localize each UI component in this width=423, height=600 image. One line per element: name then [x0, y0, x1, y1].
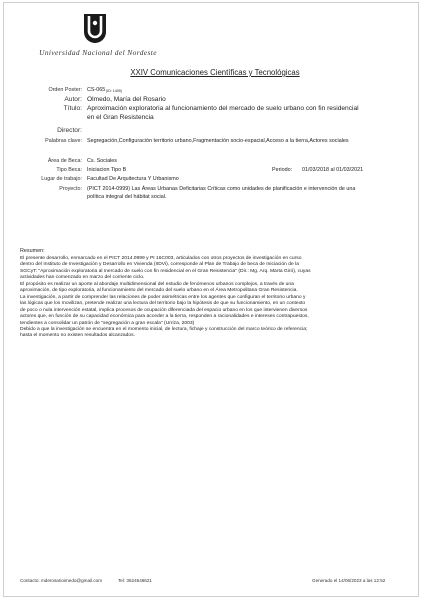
resumen-line: hasta el momento no existen resultados alcanzados.	[20, 333, 136, 339]
resumen-line: dentro del Instituto de Investigación y Desarrollo en Vivienda (IIDVi), corresponde al Plan de Trabajo de beca de Iniciación de la	[20, 262, 299, 268]
field-tipo-beca	[0, 167, 423, 175]
field-autor	[0, 96, 423, 105]
footer-contacto: Contacto: mderosarioimedo@gmail.com	[20, 578, 103, 583]
university-logo	[80, 12, 110, 46]
resumen-line: El presente desarrollo, enmarcado en el PICT 2014.0999 y PI 16C003, articulados con otros proyectos de investigación en curso	[20, 256, 302, 261]
university-name: Universidad Nacional del Nordeste	[39, 48, 157, 57]
resumen-line: las lógicas que los movilizan, pretende realizar una lectura del territorio bajo la hipótesis de que su funcionamiento, en un contexto	[20, 301, 306, 307]
field-area-beca	[0, 158, 423, 166]
resumen-text	[20, 256, 406, 340]
field-orden-poster	[0, 87, 423, 95]
orden-poster-id: (ID: 1409)	[106, 89, 122, 93]
tipo-beca-label: Tipo Beca:	[56, 167, 82, 173]
area-beca-value: Cs. Sociales	[87, 158, 117, 164]
resumen-line: aproximación, de tipo exploratoria, al funcionamiento del mercado del suelo urbano en el Área Metropolitana Gran Resistencia.	[20, 288, 298, 294]
proyecto-label: Proyecto:	[59, 186, 82, 192]
orden-poster-value: CS-065	[87, 87, 106, 93]
field-titulo	[0, 105, 423, 123]
resumen-line: tendientes a consolidar un patrón de "segregación a gran escala" (Urriza, 2003)	[20, 320, 195, 326]
palabras-clave-label: Palabras clave:	[45, 138, 82, 144]
field-director	[0, 127, 423, 136]
titulo-line-1: Aproximación exploratoria al funcionamiento del mercado de suelo urbano con fin residencial	[87, 105, 359, 112]
periodo-label: Periodo:	[272, 167, 293, 173]
lugar-trabajo-label: Lugar de trabajo:	[41, 176, 82, 182]
titulo-label: Título:	[63, 105, 82, 112]
proyecto-line-1: (PICT 2014-0999) Las Áreas Urbanas Deficitarias Críticas como unidades de planificación e intervención de una	[87, 186, 356, 192]
resumen-line: actividades han comenzado en marzo del corriente ciclo.	[20, 275, 145, 281]
lugar-trabajo-value: Facultad De Arquitectura Y Urbanismo	[87, 176, 179, 182]
palabras-clave-value: Segregación,Configuración territorio urbano,Fragmentación socio-espacial,Acceso a la tierra,Actores sociales	[87, 138, 349, 144]
field-lugar-trabajo	[0, 176, 423, 184]
tipo-beca-value: Iniciacion Tipo B	[87, 167, 127, 173]
footer-tel: Tel: 3624546621	[118, 578, 152, 583]
resumen-label: Resumen:	[20, 248, 45, 254]
field-proyecto	[0, 186, 423, 202]
resumen-line: Debido a que la investigación se encuentra en el momento inicial, de lectura, fichaje y construcción del marco teórico de referencia;	[20, 326, 308, 332]
director-label: Director:	[57, 127, 82, 134]
autor-value: Olmedo, María del Rosario	[87, 96, 166, 103]
proyecto-line-2: política integral del hábitat social.	[87, 194, 167, 200]
footer-generado: Generado el 14/06/2023 a las 12:52	[312, 578, 386, 583]
field-palabras-clave	[0, 138, 423, 146]
resumen-line: de poco o nula intervención estatal, implica procesos de ocupación diferenciada del espacio urbano en los que intervienen diversos	[20, 307, 308, 313]
resumen-line: El propósito es realizar un aporte al abordaje multidimensional del estudio de fenómenos urbanos complejos, a través de una	[20, 281, 294, 287]
resumen-line: La investigación, a partir de comprender las relaciones de poder asimétricas entre los agentes que configuran el territorio urbano y	[20, 294, 306, 300]
orden-poster-label: Orden Poster:	[48, 87, 82, 93]
periodo-value: 01/03/2018 al 01/03/2021	[302, 167, 364, 173]
resumen-line: SGCyT: "Aproximación exploratoria al mercado de suelo con fin residencial en el Gran Resistencia" (Dir.: Mg. Arq. Marta Giró), cuyas	[20, 268, 311, 274]
conference-title: XXIV Comunicaciones Científicas y Tecnológicas	[130, 68, 300, 77]
area-beca-label: Área de Beca:	[47, 158, 82, 164]
resumen-line: actores que, en función de su capacidad económica para acceder a la tierra, responden a racionalidades e intereses contrapuestos,	[20, 314, 309, 320]
autor-label: Autor:	[64, 96, 82, 103]
titulo-line-2: en el Gran Resistencia	[87, 114, 154, 121]
